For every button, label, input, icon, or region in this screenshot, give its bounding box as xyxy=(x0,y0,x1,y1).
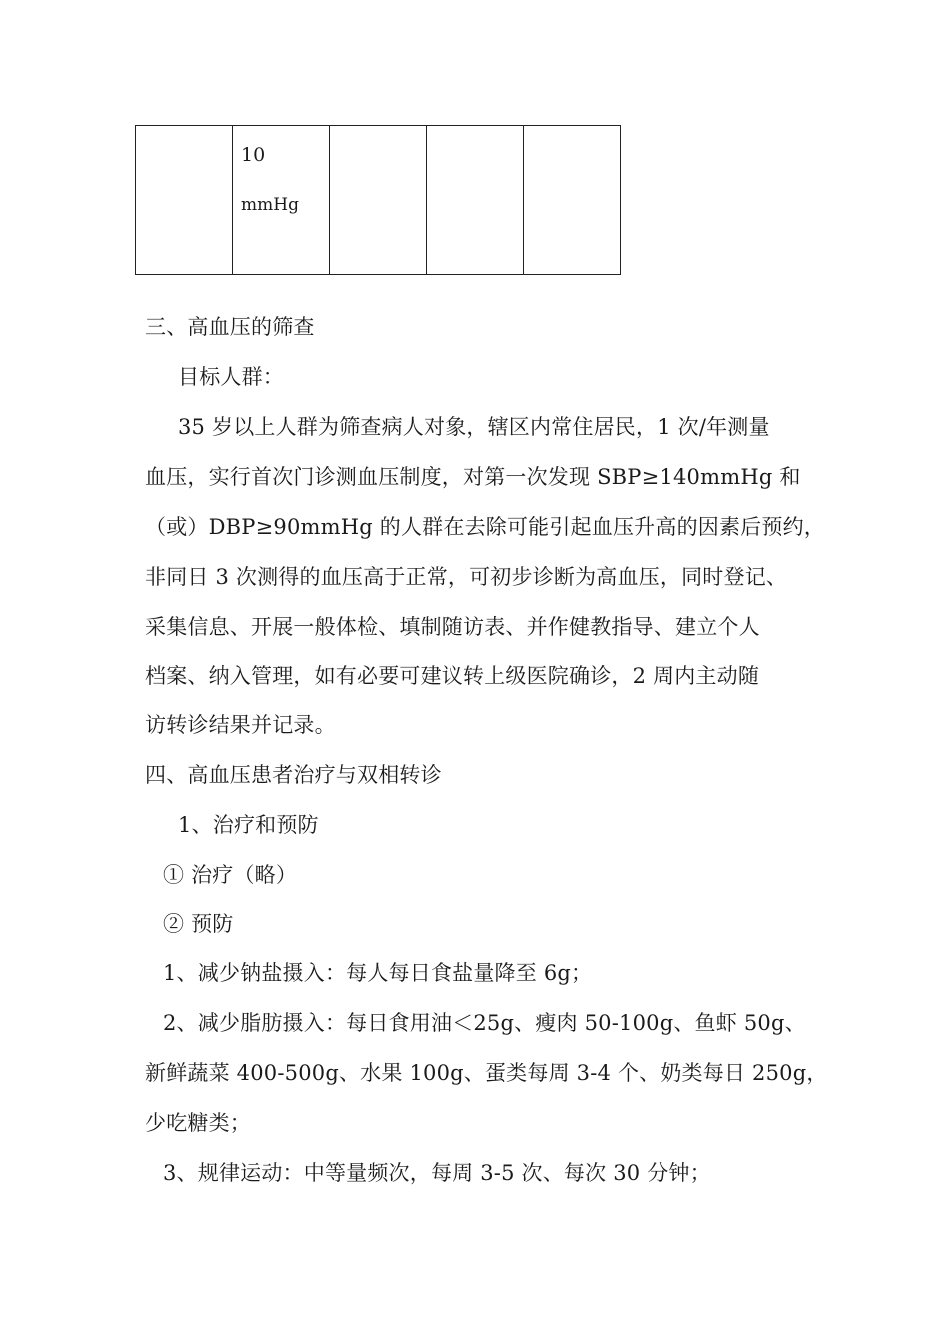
bp-table xyxy=(135,125,621,275)
paragraph-line: 35 岁以上人群为筛查病人对象，辖区内常住居民，1 次/年测量 xyxy=(178,415,770,439)
list-item-treatment: ① 治疗（略） xyxy=(163,863,298,887)
list-item: 3、规律运动：中等量频次，每周 3-5 次、每次 30 分钟； xyxy=(163,1161,711,1185)
section-heading-treatment: 四、高血压患者治疗与双相转诊 xyxy=(145,763,442,787)
table-row xyxy=(136,126,621,275)
paragraph-line: （或）DBP≥90mmHg 的人群在去除可能引起血压升高的因素后预约， xyxy=(145,515,825,539)
table-cell xyxy=(233,126,330,275)
table-fragment xyxy=(135,125,621,275)
target-population-label: 目标人群： xyxy=(178,365,284,389)
paragraph-line: 档案、纳入管理，如有必要可建议转上级医院确诊，2 周内主动随 xyxy=(145,664,760,688)
table-cell xyxy=(427,126,524,275)
paragraph-line: 采集信息、开展一般体检、填制随访表、并作健教指导、建立个人 xyxy=(145,615,760,639)
table-cell xyxy=(330,126,427,275)
list-item-prevention: ② 预防 xyxy=(163,912,234,936)
table-cell xyxy=(136,126,233,275)
section-heading-screening: 三、高血压的筛查 xyxy=(145,315,315,339)
paragraph-line: 访转诊结果并记录。 xyxy=(145,713,336,737)
list-item: 2、减少脂肪摄入：每日食用油＜25g、瘦肉 50-100g、鱼虾 50g、 xyxy=(163,1011,806,1035)
subheading-treatment-prevention: 1、治疗和预防 xyxy=(178,813,319,837)
cell-unit: mmHg xyxy=(241,195,299,215)
cell-value: 10 xyxy=(241,144,266,166)
paragraph-line: 血压，实行首次门诊测血压制度，对第一次发现 SBP≥140mmHg 和 xyxy=(145,465,801,489)
paragraph-line: 非同日 3 次测得的血压高于正常，可初步诊断为高血压，同时登记、 xyxy=(145,565,788,589)
list-item: 1、减少钠盐摄入：每人每日食盐量降至 6g； xyxy=(163,961,593,985)
paragraph-line: 少吃糖类； xyxy=(145,1111,251,1135)
table-cell xyxy=(524,126,621,275)
paragraph-line: 新鲜蔬菜 400-500g、水果 100g、蛋类每周 3-4 个、奶类每日 250g， xyxy=(145,1061,828,1085)
